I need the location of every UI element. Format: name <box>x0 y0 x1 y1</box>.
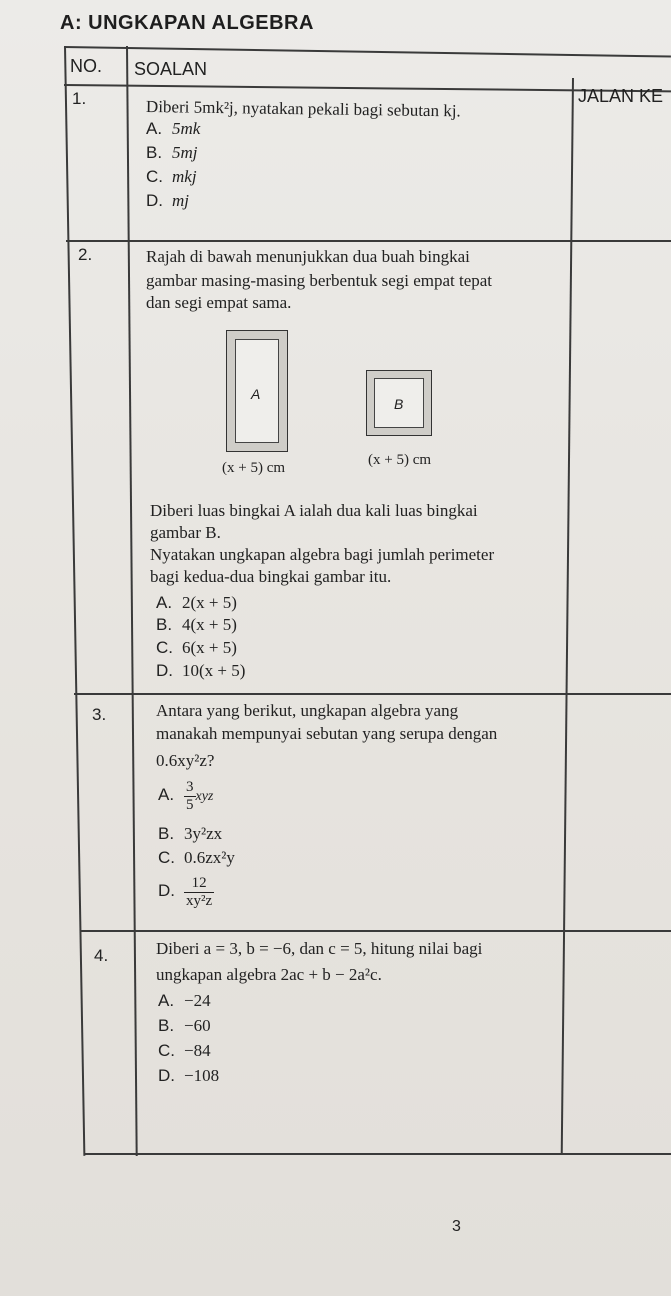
q2-stem2-line1: Diberi luas bingkai A ialah dua kali luas bingkai <box>150 501 478 520</box>
q3-option-d: D. $\frac{12}{\text{xy²z}}$ <box>158 874 213 909</box>
table-bottom-border <box>84 1153 671 1155</box>
section-heading: A: UNGKAPAN ALGEBRA <box>60 12 314 34</box>
frame-a-label: A <box>251 386 261 402</box>
q1-option-a: A. 5mk <box>146 119 201 138</box>
q4-option-c: C. −84 <box>158 1041 211 1060</box>
table-left-border <box>64 46 85 1156</box>
q3-option-b: B. 3y²zx <box>158 824 223 843</box>
q4-number: 4. <box>94 946 109 965</box>
q4-stem-line1: Diberi a = 3, b = −6, dan c = 5, hitung nilai bagi <box>156 939 483 958</box>
frame-a-width-label: (x + 5) cm <box>222 460 286 476</box>
header-jalan-kerja: JALAN KE <box>578 86 664 106</box>
q2-option-d: D. 10(x + 5) <box>156 661 246 680</box>
q3-stem-line2: manakah mempunyai sebutan yang serupa dengan <box>156 724 498 743</box>
q2-stem-line1: Rajah di bawah menunjukkan dua buah bingkai <box>146 247 470 266</box>
row2-bottom-border <box>74 693 671 695</box>
q4-stem-line2: ungkapan algebra 2ac + b − 2a²c. <box>156 965 382 984</box>
table-top-border <box>64 46 671 57</box>
q1-option-d: D. mj <box>146 191 189 210</box>
q2-number: 2. <box>78 245 93 264</box>
q3-stem-line1: Antara yang berikut, ungkapan algebra yang <box>156 701 459 720</box>
row3-bottom-border <box>80 930 671 932</box>
frame-b-label: B <box>394 396 404 412</box>
q3-stem-line3: 0.6xy²z? <box>156 751 215 770</box>
row1-bottom-border <box>66 240 671 242</box>
q2-stem2-line2: gambar B. <box>150 523 221 542</box>
q2-option-c: C. 6(x + 5) <box>156 638 237 657</box>
q1-option-b: B. 5mj <box>146 143 198 162</box>
q4-option-a: A. −24 <box>158 991 211 1010</box>
frame-b-width-label: (x + 5) cm <box>368 452 432 468</box>
q3-number: 3. <box>92 705 107 724</box>
q2-stem2-line4: bagi kedua-dua bingkai gambar itu. <box>150 567 392 586</box>
q2-stem-line2: gambar masing-masing berbentuk segi empat tepat <box>146 271 493 290</box>
q1-stem: Diberi 5mk²j, nyatakan pekali bagi sebutan kj. <box>145 97 461 121</box>
q2-stem2-line3: Nyatakan ungkapan algebra bagi jumlah perimeter <box>150 545 495 564</box>
header-soalan: SOALAN <box>134 59 208 79</box>
q4-option-b: B. −60 <box>158 1016 211 1035</box>
q2-stem-line3: dan segi empat sama. <box>146 293 292 312</box>
header-no: NO. <box>70 56 103 76</box>
q1-option-c: C. mkj <box>146 167 197 186</box>
q4-option-d: D. −108 <box>158 1066 220 1085</box>
q3-option-a: A. $\frac{3}{5}$ xyz <box>158 778 214 813</box>
q3-option-c: C. 0.6zx²y <box>158 848 235 867</box>
q1-number: 1. <box>72 89 87 108</box>
q2-option-a: A. 2(x + 5) <box>156 593 237 612</box>
q2-option-b: B. 4(x + 5) <box>156 615 237 634</box>
no-column-divider <box>126 46 137 1156</box>
page-number: 3 <box>452 1218 461 1235</box>
